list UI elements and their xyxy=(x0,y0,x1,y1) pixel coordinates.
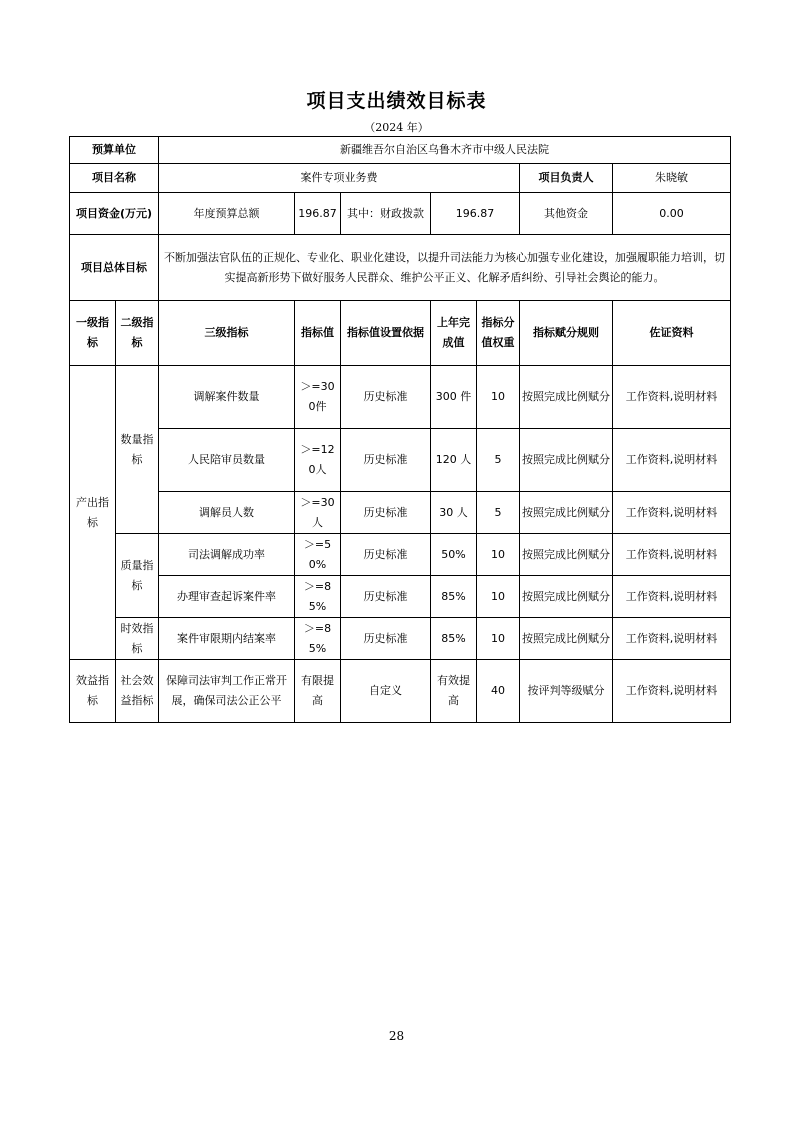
indicator-evidence: 工作资料,说明材料 xyxy=(613,534,731,576)
indicator-weight: 10 xyxy=(477,618,520,660)
indicator-value: ＞=85% xyxy=(295,576,341,618)
group-social: 社会效益指标 xyxy=(116,660,159,723)
fiscal-label: 其中：财政拨款 xyxy=(341,193,431,235)
year-label: （2024 年） xyxy=(364,121,429,134)
indicator-rule: 按照完成比例赋分 xyxy=(520,576,613,618)
indicator-basis: 历史标准 xyxy=(341,492,431,534)
annual-budget-value: 196.87 xyxy=(295,193,341,235)
indicator-weight: 5 xyxy=(477,492,520,534)
other-value: 0.00 xyxy=(613,193,731,235)
indicator-name: 调解员人数 xyxy=(159,492,295,534)
indicator-basis: 历史标准 xyxy=(341,429,431,492)
indicator-evidence: 工作资料,说明材料 xyxy=(613,660,731,723)
indicator-weight: 10 xyxy=(477,534,520,576)
header-basis: 指标值设置依据 xyxy=(341,301,431,366)
indicator-last: 30 人 xyxy=(431,492,477,534)
indicator-value: ＞=300件 xyxy=(295,366,341,429)
indicator-basis: 历史标准 xyxy=(341,618,431,660)
indicator-basis: 历史标准 xyxy=(341,534,431,576)
indicator-rule: 按照完成比例赋分 xyxy=(520,534,613,576)
indicator-last: 85% xyxy=(431,576,477,618)
table-row xyxy=(70,429,731,492)
header-level3: 三级指标 xyxy=(159,301,295,366)
indicator-evidence: 工作资料,说明材料 xyxy=(613,576,731,618)
table-row xyxy=(70,534,731,576)
project-name-label: 项目名称 xyxy=(70,164,159,193)
table-row xyxy=(70,492,731,534)
page-title: 项目支出绩效目标表 xyxy=(306,90,487,112)
performance-table xyxy=(69,136,731,723)
group-timeliness: 时效指标 xyxy=(116,618,159,660)
group-benefit: 效益指标 xyxy=(70,660,116,723)
group-quality: 质量指标 xyxy=(116,534,159,618)
goal-row xyxy=(70,235,731,301)
indicator-last: 85% xyxy=(431,618,477,660)
indicator-name: 保障司法审判工作正常开展，确保司法公正公平 xyxy=(159,660,295,723)
goal-label: 项目总体目标 xyxy=(70,235,159,301)
indicator-evidence: 工作资料,说明材料 xyxy=(613,366,731,429)
indicator-evidence: 工作资料,说明材料 xyxy=(613,429,731,492)
indicator-rule: 按照完成比例赋分 xyxy=(520,492,613,534)
header-last-year: 上年完成值 xyxy=(431,301,477,366)
header-level2: 二级指标 xyxy=(116,301,159,366)
funds-label: 项目资金(万元) xyxy=(70,193,159,235)
fiscal-value: 196.87 xyxy=(431,193,520,235)
indicator-evidence: 工作资料,说明材料 xyxy=(613,618,731,660)
header-evidence: 佐证资料 xyxy=(613,301,731,366)
indicator-rule: 按照完成比例赋分 xyxy=(520,366,613,429)
header-row xyxy=(70,301,731,366)
indicator-value: ＞=120人 xyxy=(295,429,341,492)
indicator-rule: 按评判等级赋分 xyxy=(520,660,613,723)
indicator-last: 50% xyxy=(431,534,477,576)
header-rule: 指标赋分规则 xyxy=(520,301,613,366)
indicator-name: 调解案件数量 xyxy=(159,366,295,429)
indicator-weight: 10 xyxy=(477,366,520,429)
project-name-row xyxy=(70,164,731,193)
indicator-basis: 历史标准 xyxy=(341,366,431,429)
page-number: 28 xyxy=(388,1029,405,1043)
indicator-evidence: 工作资料,说明材料 xyxy=(613,492,731,534)
indicator-name: 案件审限期内结案率 xyxy=(159,618,295,660)
indicator-value: ＞=30人 xyxy=(295,492,341,534)
unit-row xyxy=(70,137,731,164)
indicator-weight: 5 xyxy=(477,429,520,492)
header-weight: 指标分值权重 xyxy=(477,301,520,366)
other-label: 其他资金 xyxy=(520,193,613,235)
indicator-last: 300 件 xyxy=(431,366,477,429)
owner-value: 朱晓敏 xyxy=(613,164,731,193)
indicator-name: 司法调解成功率 xyxy=(159,534,295,576)
table-row xyxy=(70,576,731,618)
indicator-rule: 按照完成比例赋分 xyxy=(520,618,613,660)
group-quantity: 数量指标 xyxy=(116,366,159,534)
indicator-name: 人民陪审员数量 xyxy=(159,429,295,492)
indicator-rule: 按照完成比例赋分 xyxy=(520,429,613,492)
indicator-last: 120 人 xyxy=(431,429,477,492)
project-name-value: 案件专项业务费 xyxy=(159,164,520,193)
table-row xyxy=(70,366,731,429)
unit-label: 预算单位 xyxy=(70,137,159,164)
funds-row xyxy=(70,193,731,235)
owner-label: 项目负责人 xyxy=(520,164,613,193)
header-level1: 一级指标 xyxy=(70,301,116,366)
indicator-value: 有限提高 xyxy=(295,660,341,723)
table-row xyxy=(70,618,731,660)
table-row xyxy=(70,660,731,723)
goal-text: 不断加强法官队伍的正规化、专业化、职业化建设，以提升司法能力为核心加强专业化建设，加强履职能力培训，切实提高新形势下做好服务人民群众、维护公平正义、化解矛盾纠纷、引导社会舆论的能力。 xyxy=(159,235,731,301)
indicator-last: 有效提高 xyxy=(431,660,477,723)
indicator-basis: 自定义 xyxy=(341,660,431,723)
indicator-weight: 40 xyxy=(477,660,520,723)
unit-value: 新疆维吾尔自治区乌鲁木齐市中级人民法院 xyxy=(159,137,731,164)
group-output: 产出指标 xyxy=(70,366,116,660)
annual-budget-label: 年度预算总额 xyxy=(159,193,295,235)
indicator-weight: 10 xyxy=(477,576,520,618)
indicator-value: ＞=50% xyxy=(295,534,341,576)
header-value: 指标值 xyxy=(295,301,341,366)
indicator-name: 办理审查起诉案件率 xyxy=(159,576,295,618)
indicator-basis: 历史标准 xyxy=(341,576,431,618)
indicator-value: ＞=85% xyxy=(295,618,341,660)
